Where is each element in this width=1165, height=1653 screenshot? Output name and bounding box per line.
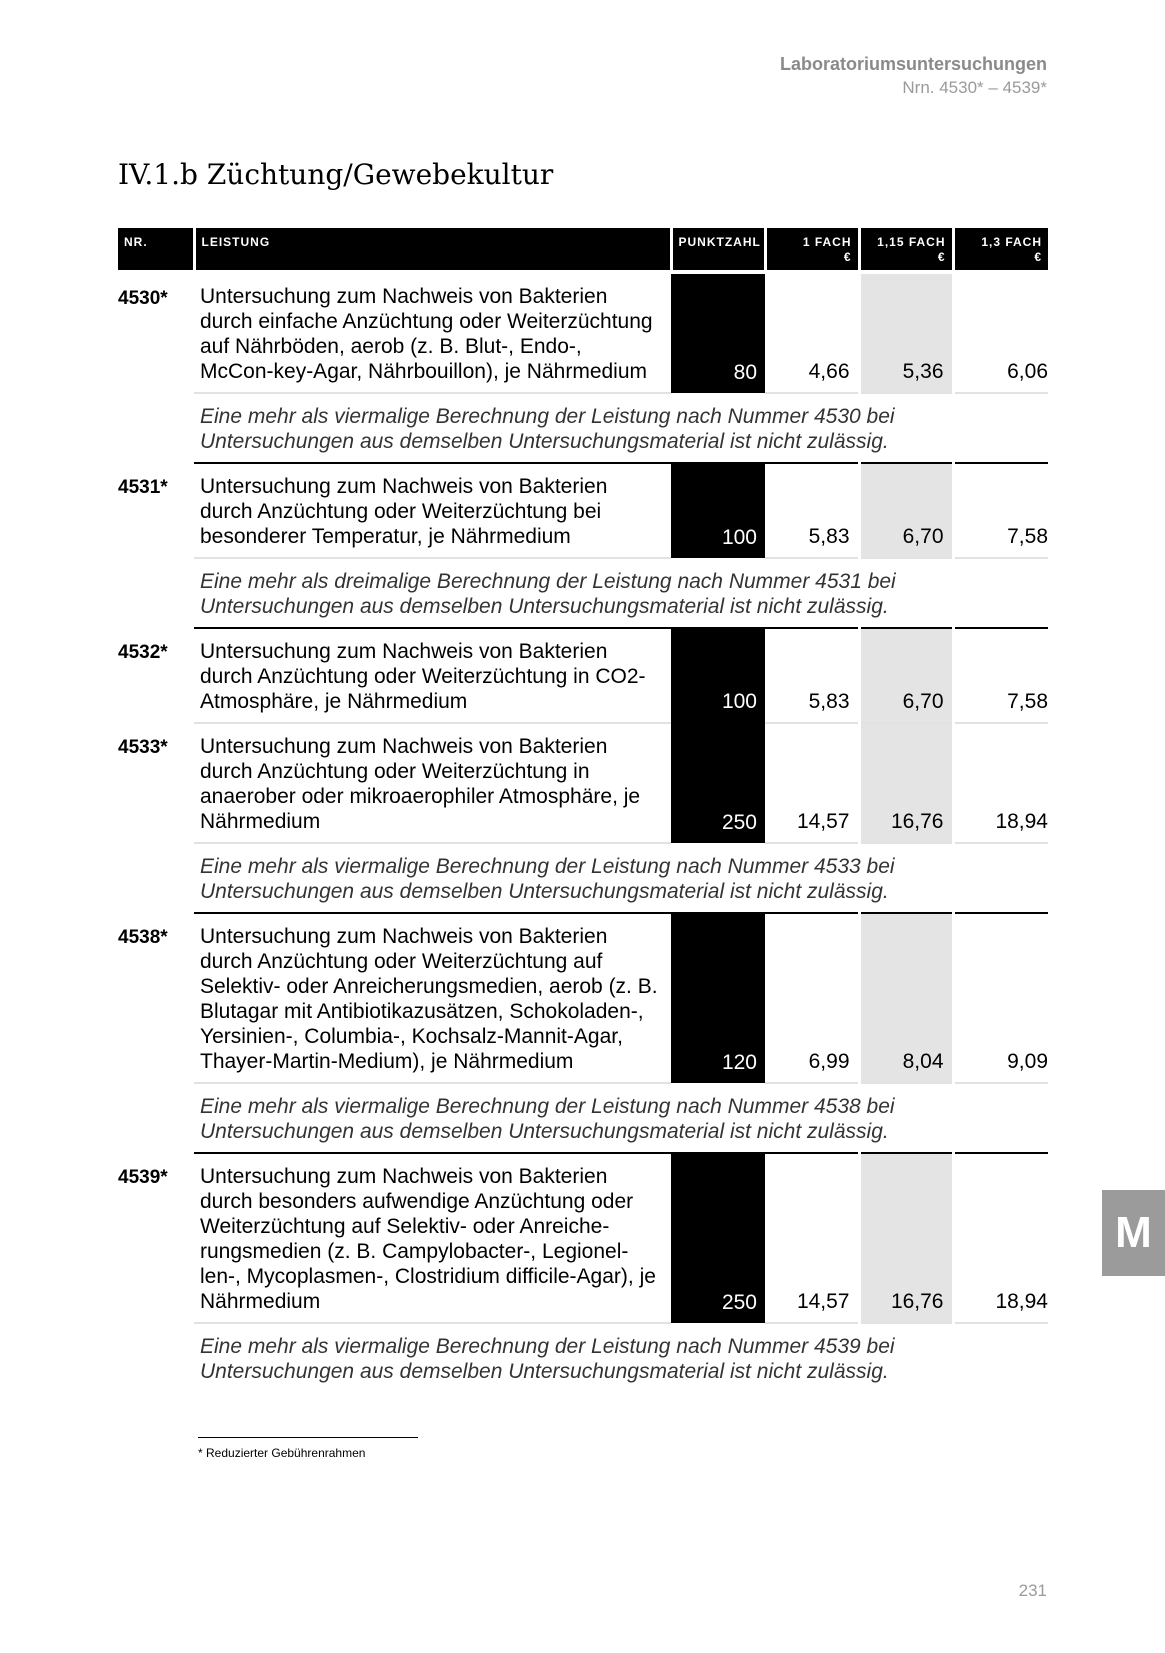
- row-leistung: Untersuchung zum Nachweis von Bakterien durch Anzüchtung oder Weiterzüchtung in anaerober oder mikroaerophiler Atmosphäre, je Nährmedium: [194, 723, 671, 843]
- table-header-row: [118, 228, 1048, 270]
- row-1-15-fach: 16,76: [859, 723, 953, 843]
- section-tab-m: M: [1102, 1190, 1165, 1276]
- row-note: Eine mehr als viermalige Berechnung der Leistung nach Nummer 4538 bei Untersuchungen aus demselben Untersuchungsmaterial ist nicht zulässig.: [200, 1095, 895, 1143]
- row-1-3-fach: 7,58: [953, 628, 1048, 723]
- header-section: Laboratoriumsuntersuchungen: [779, 54, 1047, 74]
- footnote-divider: [198, 1437, 418, 1438]
- row-leistung: Untersuchung zum Nachweis von Bakterien durch Anzüchtung oder Weiterzüchtung bei besonderer Temperatur, je Nährmedium: [194, 463, 671, 558]
- row-punktzahl: 100: [671, 463, 765, 558]
- row-punktzahl: 100: [671, 628, 765, 723]
- note-row: [118, 843, 1048, 913]
- col-header-1-15-fach-currency: €: [937, 250, 946, 264]
- table-row: [118, 463, 1048, 558]
- row-1-15-fach: 8,04: [859, 913, 953, 1083]
- row-1-fach: 5,83: [765, 463, 859, 558]
- row-punktzahl: 120: [671, 913, 765, 1083]
- col-header-1-3-fach: [953, 228, 1048, 270]
- col-header-1-fach-currency: €: [843, 250, 852, 264]
- row-1-fach: 5,83: [765, 628, 859, 723]
- note-row: [118, 393, 1048, 463]
- row-leistung: Untersuchung zum Nachweis von Bakterien durch besonders aufwendige Anzüchtung oder Weiterzüchtung auf Selektiv- oder Anreiche-rungsmedien (z. B. Campylobacter-, Legionel-len-, Mycoplasmen-, Clostridium difficile-Agar), je Nährmedium: [194, 1153, 671, 1323]
- col-header-1-fach-label: 1 FACH: [802, 235, 852, 249]
- row-1-3-fach: 9,09: [953, 913, 1048, 1083]
- table-row: [118, 628, 1048, 723]
- fee-table: [118, 228, 1048, 1392]
- col-header-punktzahl: PUNKTZAHL: [671, 228, 765, 270]
- row-1-15-fach: 6,70: [859, 463, 953, 558]
- table-row: [118, 913, 1048, 1083]
- row-note: Eine mehr als dreimalige Berechnung der Leistung nach Nummer 4531 bei Untersuchungen aus demselben Untersuchungsmaterial ist nicht zulässig.: [200, 570, 896, 618]
- row-1-15-fach: 16,76: [859, 1153, 953, 1323]
- row-1-3-fach: 18,94: [953, 1153, 1048, 1323]
- row-nr: 4539*: [118, 1167, 168, 1188]
- row-1-3-fach: 7,58: [953, 463, 1048, 558]
- col-header-1-15-fach: [859, 228, 953, 270]
- row-punktzahl: 250: [671, 723, 765, 843]
- col-header-1-fach: [765, 228, 859, 270]
- row-punktzahl: 80: [671, 274, 765, 393]
- row-nr: 4538*: [118, 927, 168, 948]
- row-nr: 4531*: [118, 477, 168, 498]
- note-row: [118, 558, 1048, 628]
- col-header-nr: NR.: [118, 228, 194, 270]
- col-header-1-3-fach-label: 1,3 FACH: [981, 235, 1042, 249]
- row-1-15-fach: 6,70: [859, 628, 953, 723]
- row-leistung: Untersuchung zum Nachweis von Bakterien durch Anzüchtung oder Weiterzüchtung in CO2-Atmosphäre, je Nährmedium: [194, 628, 671, 723]
- row-nr: 4530*: [118, 288, 168, 309]
- row-1-3-fach: 18,94: [953, 723, 1048, 843]
- note-row: [118, 1083, 1048, 1153]
- table-row: [118, 274, 1048, 393]
- page-title: IV.1.b Züchtung/Gewebekultur: [118, 158, 554, 191]
- row-note: Eine mehr als viermalige Berechnung der Leistung nach Nummer 4539 bei Untersuchungen aus demselben Untersuchungsmaterial ist nicht zulässig.: [200, 1335, 895, 1383]
- row-note: Eine mehr als viermalige Berechnung der Leistung nach Nummer 4530 bei Untersuchungen aus demselben Untersuchungsmaterial ist nicht zulässig.: [200, 405, 895, 453]
- row-punktzahl: 250: [671, 1153, 765, 1323]
- col-header-leistung: LEISTUNG: [194, 228, 671, 270]
- row-1-3-fach: 6,06: [953, 274, 1048, 393]
- running-header: [780, 52, 1047, 100]
- col-header-1-15-fach-label: 1,15 FACH: [877, 235, 946, 249]
- table-row: [118, 1153, 1048, 1323]
- row-leistung: Untersuchung zum Nachweis von Bakterien durch Anzüchtung oder Weiterzüchtung auf Selektiv- oder Anreicherungsmedien, aerob (z. B. Blutagar mit Antibiotikazusätzen, Schokoladen-, Yersinien-, Columbia-, Kochsalz-Mannit-Agar, Thayer-Martin-Medium), je Nährmedium: [194, 913, 671, 1083]
- row-nr: 4532*: [118, 642, 168, 663]
- row-1-fach: 14,57: [765, 1153, 859, 1323]
- row-1-15-fach: 5,36: [859, 274, 953, 393]
- row-note: Eine mehr als viermalige Berechnung der Leistung nach Nummer 4533 bei Untersuchungen aus demselben Untersuchungsmaterial ist nicht zulässig.: [200, 855, 895, 903]
- col-header-1-3-fach-currency: €: [1034, 250, 1042, 264]
- footnote: * Reduzierter Gebührenrahmen: [198, 1446, 366, 1460]
- table-row: [118, 723, 1048, 843]
- row-leistung: Untersuchung zum Nachweis von Bakterien durch einfache Anzüchtung oder Weiterzüchtung auf Nährböden, aerob (z. B. Blut-, Endo-, McCon-key-Agar, Nährbouillon), je Nährmedium: [194, 274, 671, 393]
- page-number: 231: [1018, 1581, 1047, 1600]
- row-1-fach: 4,66: [765, 274, 859, 393]
- row-1-fach: 14,57: [765, 723, 859, 843]
- row-1-fach: 6,99: [765, 913, 859, 1083]
- note-row: [118, 1323, 1048, 1392]
- header-range: Nrn. 4530* – 4539*: [902, 78, 1047, 97]
- row-nr: 4533*: [118, 737, 168, 758]
